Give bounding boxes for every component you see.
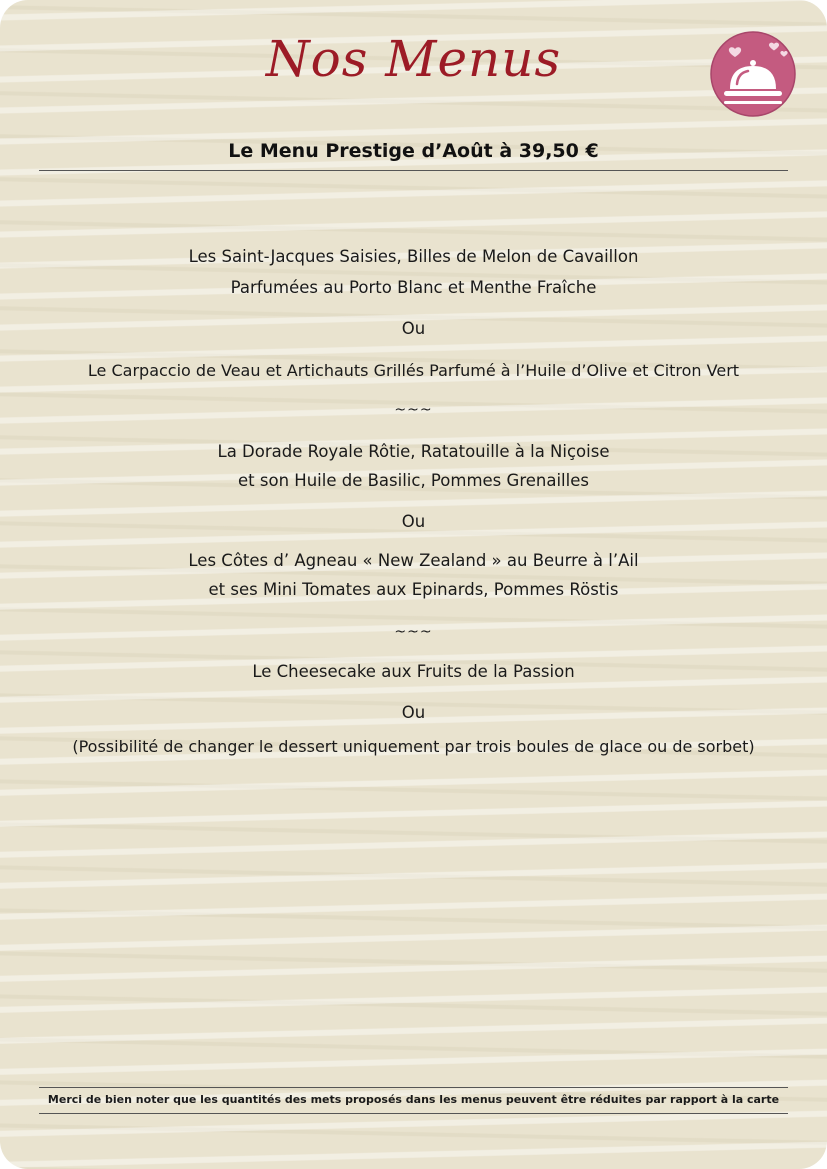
course-separator: ~~~ <box>394 624 433 640</box>
menu-line: Les Saint-Jacques Saisies, Billes de Melon de Cavaillon <box>188 247 639 266</box>
course-separator: ~~~ <box>394 402 433 418</box>
menu-separator-ou: Ou <box>401 319 426 338</box>
menu-line: Les Côtes d’ Agneau « New Zealand » au Beurre à l’Ail <box>188 551 639 570</box>
footer-divider-top <box>39 1087 788 1088</box>
footer-divider-bottom <box>39 1113 788 1114</box>
menu-line: et son Huile de Basilic, Pommes Grenailles <box>238 471 589 490</box>
menu-line: Le Cheesecake aux Fruits de la Passion <box>252 662 575 681</box>
menu-line: La Dorade Royale Rôtie, Ratatouille à la Niçoise <box>217 442 610 461</box>
cloche-hearts-icon <box>710 31 796 117</box>
menu-separator-ou: Ou <box>401 703 426 722</box>
menu-separator-ou: Ou <box>401 512 426 531</box>
page-title: Nos Menus <box>265 30 562 88</box>
menu-line: et ses Mini Tomates aux Epinards, Pommes Röstis <box>208 580 619 599</box>
menu-subtitle: Le Menu Prestige d’Août à 39,50 € <box>228 140 599 162</box>
menu-line: Parfumées au Porto Blanc et Menthe Fraîche <box>230 278 597 297</box>
footer-note: Merci de bien noter que les quantités des mets proposés dans les menus peuvent être réduites par rapport à la carte <box>47 1093 780 1106</box>
menu-line: (Possibilité de changer le dessert uniquement par trois boules de glace ou de sorbet) <box>72 737 755 756</box>
menu-line: Le Carpaccio de Veau et Artichauts Grillés Parfumé à l’Huile d’Olive et Citron Vert <box>87 361 740 380</box>
header-divider <box>39 170 788 171</box>
